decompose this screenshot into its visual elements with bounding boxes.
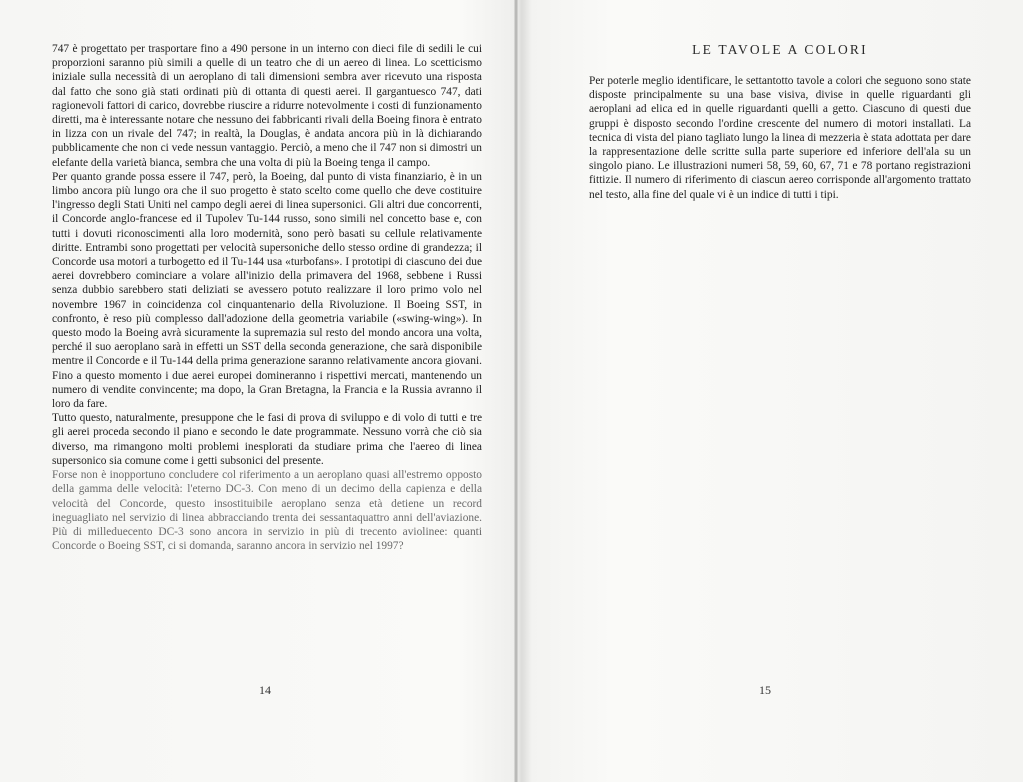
right-page-heading: LE TAVOLE A COLORI bbox=[692, 42, 868, 57]
left-page-number: 14 bbox=[259, 683, 271, 697]
right-paragraph: Per poterle meglio identificare, le settantotto tavole a colori che seguono sono state disposte principalmente su una base visiva, divise in quelle riguardanti gli aeroplani ad elica ed in quelle riguardanti quelli a getto. Ciascuno di questi due gruppi è disposto secondo l'ordine crescente del numero di motori installati. La tecnica di vista del piano tagliato lungo la linea di mezzeria è stata adottata per dare la rappresentazione delle scritte sulla parte superiore ed inferiore dell'ala su un singolo piano. Le illustrazioni numeri 58, 59, 60, 67, 71 e 78 portano registrazioni fittizie. Il numero di riferimento di ciascun aereo corrisponde all'argomento trattato nel testo, alla fine del quale vi è un indice di tutti i tipi. bbox=[589, 75, 971, 201]
left-page bbox=[52, 42, 482, 553]
right-page-number: 15 bbox=[759, 683, 771, 697]
left-paragraph-2: Per quanto grande possa essere il 747, però, la Boeing, dal punto di vista finanziario, è in un limbo ancora più lungo ora che il suo progetto è stato scelto come quello che deve costituire l'ingresso degli Stati Uniti nel campo degli aerei di linea supersonici. Gli altri due concorrenti, il Concorde anglo-francese ed il Tupolev Tu-144 russo, sono simili nel concetto base e, con tutti i dovuti riconoscimenti alla loro modernità, sono però basati su cellule relativamente diritte. Entrambi sono progettati per velocità supersoniche dello stesso ordine di grandezza; il Concorde usa motori a turbogetto ed il Tu-144 usa «turbofans». I prototipi di ciascuno dei due aerei dovrebbero cominciare a volare all'inizio della primavera del 1968, sebbene i Russi senza dubbio sarebbero stati deliziati se avessero potuto realizzare il loro primo volo nel novembre 1967 in coincidenza col cinquantenario della Rivoluzione. Il Boeing SST, in confronto, è reso più complesso dall'adozione della geometria variabile («swing-wing»). In questo modo la Boeing avrà sicuramente la supremazia sul resto del mondo ancora una volta, perché il suo aeroplano sarà in effetti un SST della seconda generazione, che sarà disponibile mentre il Concorde e il Tu-144 della prima generazione saranno relativamente ancora giovani. Fino a questo momento i due aerei europei domineranno i rispettivi mercati, mantenendo un numero di vendite convincente; ma dopo, la Gran Bretagna, la Francia e la Russia avranno il loro da fare. bbox=[52, 170, 482, 411]
right-page bbox=[589, 42, 971, 202]
book-gutter bbox=[514, 0, 518, 782]
left-paragraph-1: 747 è progettato per trasportare fino a 490 persone in un interno con dieci file di sedili le cui proporzioni saranno più simili a quelle di un teatro che di un aereo di linea. Lo scetticismo iniziale sulla necessità di un aeroplano di tali dimensioni sembra aver ricevuto una risposta dal fatto che sono già stati ordinati più di ottanta di questi aerei. Il gargantuesco 747, dati ragionevoli fattori di carico, dovrebbe riuscire a ridurre notevolmente i costi di funzionamento diretti, ma è interessante notare che nessuno dei fabbricanti rivali della Boeing finora è entrato in lizza con un rivale del 747; in realtà, la Douglas, è andata ancora più in là dichiarando pubblicamente che non ci vede nessun vantaggio. Perciò, a meno che il 747 non si dimostri un elefante della varietà bianca, sembra che una volta di più la Boeing tenga il campo. bbox=[52, 43, 482, 169]
left-paragraph-4: Forse non è inopportuno concludere col riferimento a un aeroplano quasi all'estremo opposto della gamma delle velocità: l'eterno DC-3. Con meno di un decimo della capienza e della velocità del Concorde, questo insostituibile aeroplano senza età detiene un record ineguagliato nel servizio di linea abbracciando trenta dei sessantaquattro anni dell'aviazione. Più di milleduecento DC-3 sono ancora in servizio in più di trecento aviolinee: quanti Concorde o Boeing SST, ci si domanda, saranno ancora in servizio nel 1997? bbox=[52, 469, 482, 553]
left-paragraph-3: Tutto questo, naturalmente, presuppone che le fasi di prova di sviluppo e di volo di tutti e tre gli aerei proceda secondo il piano e secondo le date programmate. Nessuno vorrà che ciò sia diverso, ma rimangono molti problemi inesplorati da studiare prima che l'aereo di linea supersonico sia comune come i getti subsonici del presente. bbox=[52, 412, 482, 467]
